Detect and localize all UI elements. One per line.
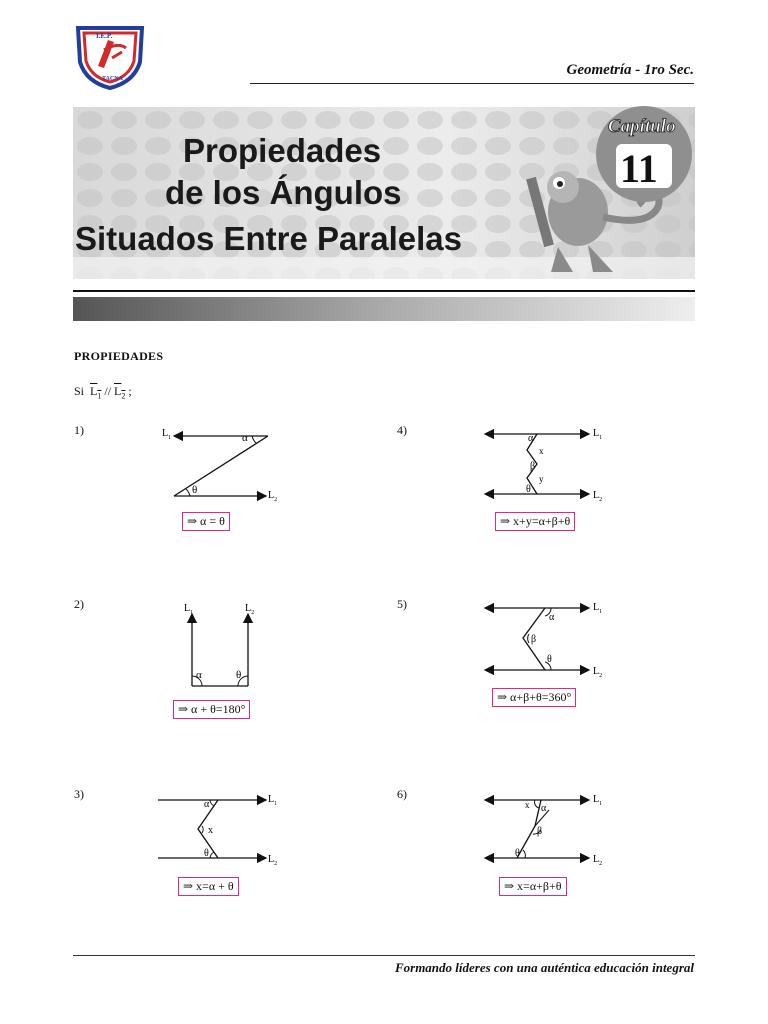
svg-text:L2: $L_2$ [268,854,278,867]
property-number: 1) [74,423,84,437]
property-number: 4) [397,423,407,437]
svg-text:L1: $L_1$ [593,602,603,615]
svg-text:α: α [196,669,202,681]
svg-text:α: α [204,799,210,810]
svg-text:x: x [208,825,213,836]
property-number: 5) [397,597,407,611]
svg-text:x: x [539,446,544,456]
svg-text:L2: $L_2$ [593,490,603,503]
svg-text:α: α [528,433,534,444]
svg-text:L1: $L_1$ [184,603,194,616]
chapter-title-line3: Situados Entre Paralelas [75,220,462,257]
footer-rule [73,955,695,956]
gradient-divider [73,297,695,321]
diagram-2 [170,600,270,692]
result-box: ⇒ x=α+β+θ [499,877,567,896]
svg-text:β: β [530,461,536,472]
result-box: ⇒ α + θ=180° [173,700,250,719]
property-number: 2) [74,597,84,611]
line-l1: $L_1$ [90,384,102,401]
chapter-title-line2: de los Ángulos [165,174,402,211]
svg-text:L2: $L_2$ [245,603,255,616]
svg-text:θ: θ [526,484,531,495]
chapter-title-line1: Propiedades [183,132,382,169]
chapter-badge [594,102,694,202]
svg-text:α: α [541,803,547,814]
chapter-number: 11 [620,146,658,191]
line-l2: $L_2$ [114,384,126,401]
svg-text:α: α [242,432,248,444]
svg-text:L2: $L_2$ [593,666,603,679]
chapter-label: Capítulo [608,116,676,137]
svg-text:β: β [537,826,543,837]
svg-text:θ: θ [515,848,520,859]
svg-text:x: x [525,800,530,810]
svg-text:θ: θ [547,654,552,665]
svg-text:L1: $L_1$ [593,794,603,807]
result-box: ⇒ x=α + θ [178,877,239,896]
result-box: ⇒ α+β+θ=360° [492,688,576,707]
diagram-5 [475,596,615,680]
subject-header: Geometría - 1ro Sec. [566,62,694,78]
header-rule [250,83,694,84]
svg-text:β: β [531,634,537,645]
school-logo [74,22,146,90]
result-box: ⇒ α = θ [182,512,230,531]
svg-text:α: α [549,612,555,623]
parallel-symbol: // [104,384,112,398]
property-number: 3) [74,787,84,801]
given-statement [74,384,132,400]
section-title: PROPIEDADES [74,349,164,363]
svg-text:θ: θ [192,484,198,496]
svg-text:L1: $L_1$ [162,428,172,441]
footer-motto: Formando líderes con una auténtica educación integral [394,960,694,975]
svg-text:θ: θ [204,848,209,859]
svg-text:θ: θ [236,669,242,681]
logo-bottom-text: TACNA [102,76,123,82]
diagram-6 [475,790,615,870]
property-number: 6) [397,787,407,801]
svg-text:L1: $L_1$ [593,428,603,441]
given-prefix: Si [74,384,85,398]
svg-text:L2: $L_2$ [268,490,278,503]
logo-ring-text: I.E.P. [96,32,113,40]
diagram-4 [475,420,615,510]
diagram-3 [150,790,290,870]
svg-text:L2: $L_2$ [593,854,603,867]
svg-text:y: y [539,474,544,484]
result-box: ⇒ x+y=α+β+θ [495,512,575,531]
svg-text:L1: $L_1$ [268,794,278,807]
banner-rule [73,290,695,292]
given-suffix: ; [128,384,132,398]
diagram-1 [150,420,290,510]
